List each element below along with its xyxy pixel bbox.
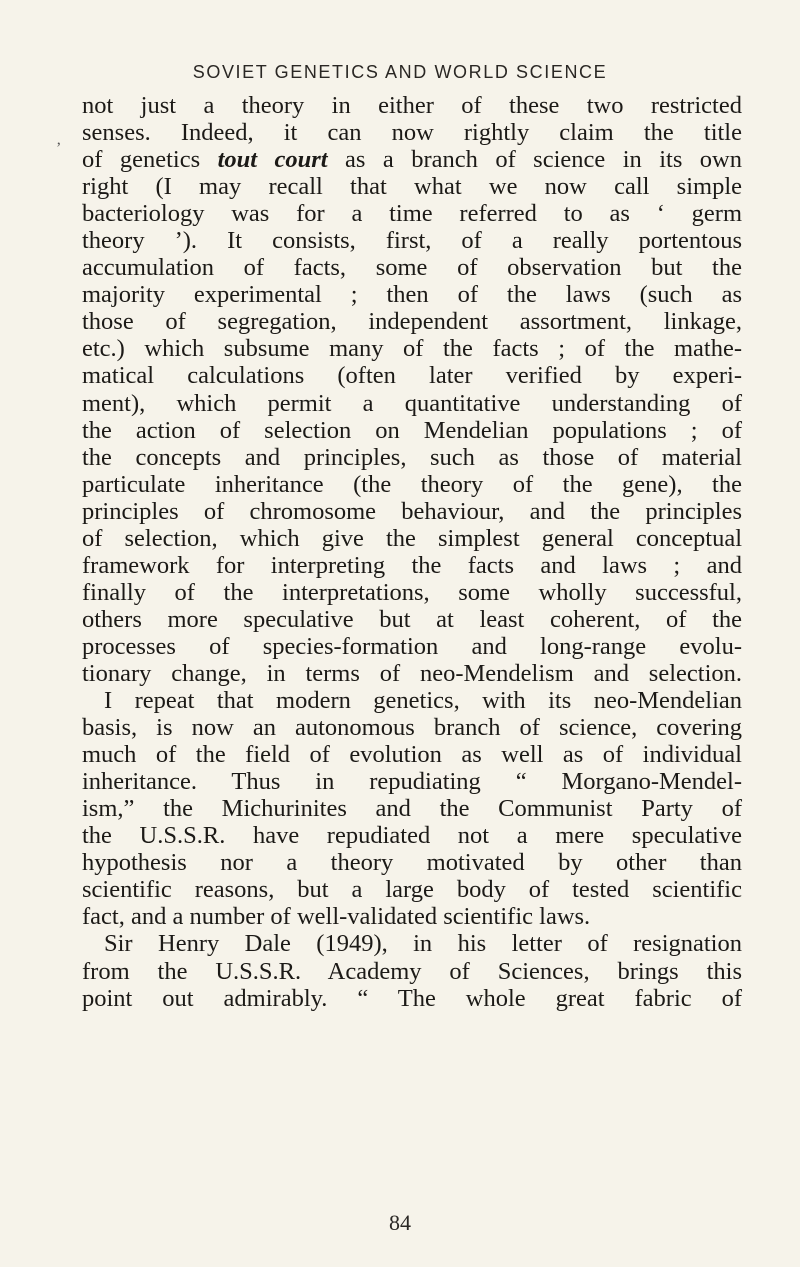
text-run: of genetics: [82, 146, 218, 174]
text-line: those of segregation, independent assortment, linkage,: [82, 308, 742, 336]
text-line: processes of species-formation and long-range evolu-: [82, 632, 742, 660]
text-line: not just a theory in either of these two restricted: [82, 92, 742, 119]
text-line: the U.S.S.R. have repudiated not a mere speculative: [82, 822, 742, 850]
text-line: the action of selection on Mendelian populations ; of: [82, 416, 742, 444]
text-line: ment), which permit a quantitative understanding of: [82, 389, 742, 417]
text-line: much of the field of evolution as well as of individual: [82, 741, 742, 769]
text-line: matical calculations (often later verified by experi-: [82, 362, 742, 390]
text-line: ism,” the Michurinites and the Communist Party of: [82, 795, 742, 823]
text-line: scientific reasons, but a large body of tested scientific: [82, 876, 742, 904]
text-line: others more speculative but at least coherent, of the: [82, 605, 742, 633]
text-line: I repeat that modern genetics, with its neo-Mendelian: [104, 687, 742, 715]
text-line: hypothesis nor a theory motivated by other than: [82, 849, 742, 877]
text-line: accumulation of facts, some of observation but the: [82, 254, 742, 282]
text-line: of selection, which give the simplest general conceptual: [82, 524, 742, 552]
text-line: [82, 146, 742, 173]
text-line: etc.) which subsume many of the facts ; of the mathe-: [82, 335, 742, 363]
body-text: [82, 92, 742, 1012]
page-number: 84: [389, 1210, 411, 1235]
text-line: finally of the interpretations, some wholly successful,: [82, 578, 742, 606]
text-line: tionary change, in terms of neo-Mendelism and selection.: [82, 659, 742, 687]
italic-phrase: tout court: [217, 146, 328, 174]
running-head: SOVIET GENETICS AND WORLD SCIENCE: [192, 62, 608, 82]
text-line: theory ’). It consists, first, of a really portentous: [82, 227, 742, 255]
text-line: basis, is now an autonomous branch of science, covering: [82, 714, 742, 742]
text-line: senses. Indeed, it can now rightly claim the title: [82, 119, 742, 147]
text-line: particulate inheritance (the theory of the gene), the: [82, 470, 742, 498]
text-run: as a branch of science in its own: [327, 146, 742, 174]
text-line: the concepts and principles, such as those of material: [82, 443, 742, 471]
text-line: majority experimental ; then of the laws (such as: [82, 281, 742, 309]
text-line: bacteriology was for a time referred to as ‘ germ: [82, 200, 742, 228]
text-line: framework for interpreting the facts and laws ; and: [82, 551, 742, 579]
text-line: fact, and a number of well-validated scientific laws.: [82, 903, 591, 931]
margin-mark: ’: [56, 140, 62, 157]
text-line: principles of chromosome behaviour, and the principles: [82, 497, 742, 525]
text-line: right (I may recall that what we now call simple: [82, 173, 742, 201]
text-line: from the U.S.S.R. Academy of Sciences, brings this: [82, 957, 742, 985]
text-line: Sir Henry Dale (1949), in his letter of resignation: [104, 930, 742, 958]
text-line: inheritance. Thus in repudiating “ Morgano-Mendel-: [82, 768, 742, 796]
text-line: point out admirably. “ The whole great fabric of: [82, 984, 742, 1012]
